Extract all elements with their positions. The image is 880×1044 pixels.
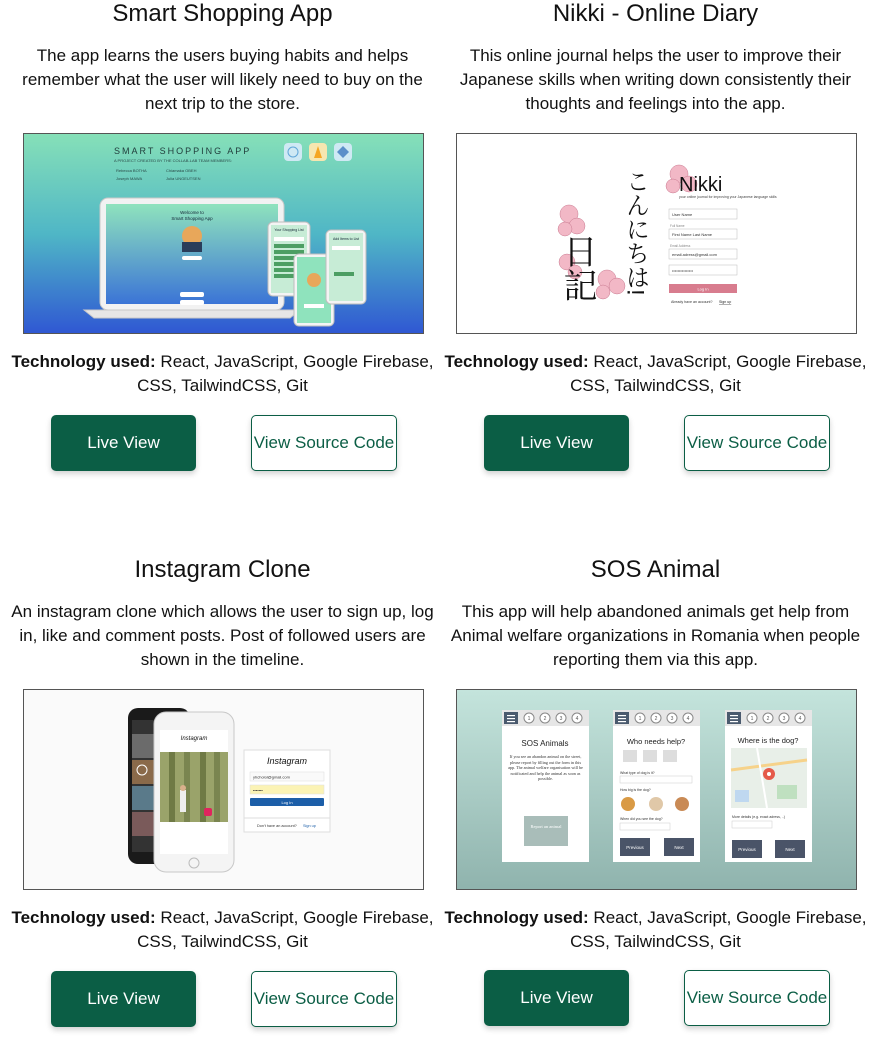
tech-list: React, JavaScript, Google Firebase, CSS, TailwindCSS, Git bbox=[137, 352, 434, 395]
sos-animal-preview-image: 1 2 3 4 SOS Animals If you see an abandon animal on the street, please report by filling out the form in this app. The animal welfare organisation will be notificated and help the animal as soon as possible. Report an animal 1 2 3 4 Who needs help? What type of dog is it? How big is the dog? When did you see the dog? Previous Next 1 2 3 4 Where is the dog? More details (e.g. exact adress, ..) Previous Next bbox=[457, 690, 857, 890]
project-card-instagram-clone bbox=[6, 556, 439, 1008]
tech-label: Technology used: bbox=[444, 908, 589, 927]
tech-label: Technology used: bbox=[11, 908, 156, 927]
live-view-button[interactable]: Live View bbox=[484, 415, 629, 471]
svg-text:•••••••: ••••••• bbox=[253, 787, 263, 793]
svg-text:2: 2 bbox=[766, 716, 770, 722]
svg-text:Who needs help?: Who needs help? bbox=[626, 737, 686, 746]
svg-text:Joseph MAWA: Joseph MAWA bbox=[116, 176, 143, 181]
svg-text:Next: Next bbox=[785, 847, 795, 852]
svg-text:1: 1 bbox=[750, 716, 754, 722]
svg-text:Already have an account?: Already have an account? bbox=[671, 300, 713, 304]
svg-text:3: 3 bbox=[670, 716, 674, 722]
view-source-code-button[interactable]: View Source Code bbox=[251, 971, 397, 1027]
svg-text:Sign up: Sign up bbox=[303, 824, 316, 828]
project-screenshot[interactable] bbox=[23, 689, 424, 890]
tech-list: React, JavaScript, Google Firebase, CSS, TailwindCSS, Git bbox=[137, 908, 434, 951]
live-view-button[interactable]: Live View bbox=[484, 970, 629, 1026]
svg-text:A PROJECT CREATED BY THE COLLA: A PROJECT CREATED BY THE COLLAB-LAB TEAM MEMBERS: bbox=[114, 158, 232, 163]
project-card-nikki bbox=[439, 0, 872, 452]
project-screenshot[interactable] bbox=[456, 689, 857, 890]
svg-text:Rebecca BOTHA: Rebecca BOTHA bbox=[116, 168, 147, 173]
preview-heading: SMART SHOPPING APP bbox=[114, 146, 252, 156]
svg-text:yhcholol@gmail.com: yhcholol@gmail.com bbox=[253, 774, 290, 780]
view-source-code-button[interactable]: View Source Code bbox=[684, 415, 830, 471]
svg-text:Julia UNGEUTSEN: Julia UNGEUTSEN bbox=[166, 176, 201, 181]
svg-text:your online journal for improv: your online journal for improving your Japanese language skills bbox=[679, 195, 777, 199]
svg-text:Where is the dog?: Where is the dog? bbox=[737, 736, 799, 745]
svg-text:•••••••••••••••: ••••••••••••••• bbox=[672, 268, 694, 273]
tech-list: React, JavaScript, Google Firebase, CSS, TailwindCSS, Git bbox=[570, 908, 867, 951]
svg-text:Previous: Previous bbox=[738, 847, 756, 852]
tech-label: Technology used: bbox=[444, 352, 589, 371]
technology-used bbox=[439, 906, 872, 954]
svg-text:1: 1 bbox=[638, 716, 642, 722]
svg-text:Smart Shopping App: Smart Shopping App bbox=[171, 216, 213, 221]
project-card-smart-shopping bbox=[6, 0, 439, 452]
project-title: SOS Animal bbox=[590, 556, 721, 583]
project-screenshot[interactable] bbox=[23, 133, 424, 334]
svg-text:Full Name: Full Name bbox=[670, 224, 685, 228]
svg-text:Add Items to List: Add Items to List bbox=[332, 237, 360, 241]
technology-used bbox=[439, 350, 872, 398]
kanji-art: 日記 bbox=[558, 234, 596, 302]
project-description: The app learns the users buying habits and helps remember what the user will likely need to buy on the next trip to the store. bbox=[22, 46, 423, 113]
svg-text:SOS Animals: SOS Animals bbox=[521, 739, 569, 748]
svg-text:1: 1 bbox=[527, 716, 531, 722]
svg-text:こんにちは!: こんにちは! bbox=[621, 169, 649, 296]
project-description: This app will help abandoned animals get help from Animal welfare organizations in Romania when people reporting them via this app. bbox=[450, 602, 861, 669]
svg-text:3: 3 bbox=[782, 716, 786, 722]
svg-text:4: 4 bbox=[798, 716, 802, 722]
project-screenshot[interactable] bbox=[456, 133, 857, 334]
svg-text:email.adress@gmail.com: email.adress@gmail.com bbox=[672, 252, 717, 257]
svg-text:Your Shopping List: Your Shopping List bbox=[274, 228, 304, 232]
project-description: An instagram clone which allows the user to sign up, log in, like and comment posts. Post of followed users are shown in the timeline. bbox=[11, 602, 434, 669]
svg-text:4: 4 bbox=[575, 716, 579, 722]
svg-text:How big is the dog?: How big is the dog? bbox=[620, 788, 651, 792]
svg-text:Email Address: Email Address bbox=[670, 244, 691, 248]
tech-list: React, JavaScript, Google Firebase, CSS, TailwindCSS, Git bbox=[570, 352, 867, 395]
project-description: This online journal helps the user to improve their Japanese skills when writing down consistently their thoughts and feelings into the app. bbox=[459, 46, 852, 113]
svg-text:Next: Next bbox=[674, 845, 684, 850]
instagram-preview-image bbox=[24, 690, 424, 890]
project-card-sos-animal bbox=[439, 556, 872, 1007]
instagram-brand: Instagram bbox=[266, 756, 308, 766]
technology-used bbox=[6, 906, 439, 954]
svg-text:Instagram: Instagram bbox=[180, 736, 208, 742]
view-source-code-button[interactable]: View Source Code bbox=[251, 415, 397, 471]
live-view-button[interactable]: Live View bbox=[51, 971, 196, 1027]
svg-text:What type of dog is it?: What type of dog is it? bbox=[620, 771, 655, 775]
svg-text:First Name Last Name: First Name Last Name bbox=[672, 232, 713, 237]
svg-text:4: 4 bbox=[686, 716, 690, 722]
svg-text:2: 2 bbox=[543, 716, 547, 722]
svg-text:User Name: User Name bbox=[672, 212, 693, 217]
svg-text:Sign up: Sign up bbox=[719, 300, 732, 304]
tech-label: Technology used: bbox=[11, 352, 156, 371]
svg-text:Welcome to: Welcome to bbox=[180, 210, 204, 215]
nikki-brand: Nikki bbox=[679, 174, 723, 196]
nikki-preview-image bbox=[457, 134, 857, 334]
svg-text:3: 3 bbox=[559, 716, 563, 722]
svg-text:Previous: Previous bbox=[626, 845, 644, 850]
smart-shopping-preview-image bbox=[24, 134, 424, 334]
svg-text:Chiamaka OBEH: Chiamaka OBEH bbox=[166, 168, 197, 173]
view-source-code-button[interactable]: View Source Code bbox=[684, 970, 830, 1026]
svg-text:2: 2 bbox=[654, 716, 658, 722]
svg-text:Log In: Log In bbox=[281, 800, 293, 805]
project-title: Smart Shopping App bbox=[112, 0, 333, 27]
svg-text:Log In: Log In bbox=[697, 286, 709, 292]
technology-used bbox=[6, 350, 439, 398]
svg-text:When did you see the dog?: When did you see the dog? bbox=[620, 817, 663, 821]
svg-text:Don't have an account?: Don't have an account? bbox=[257, 824, 297, 828]
project-title: Instagram Clone bbox=[134, 556, 311, 583]
svg-text:More details (e.g. exact adres: More details (e.g. exact adress, ..) bbox=[732, 815, 785, 819]
project-title: Nikki - Online Diary bbox=[552, 0, 759, 27]
live-view-button[interactable]: Live View bbox=[51, 415, 196, 471]
